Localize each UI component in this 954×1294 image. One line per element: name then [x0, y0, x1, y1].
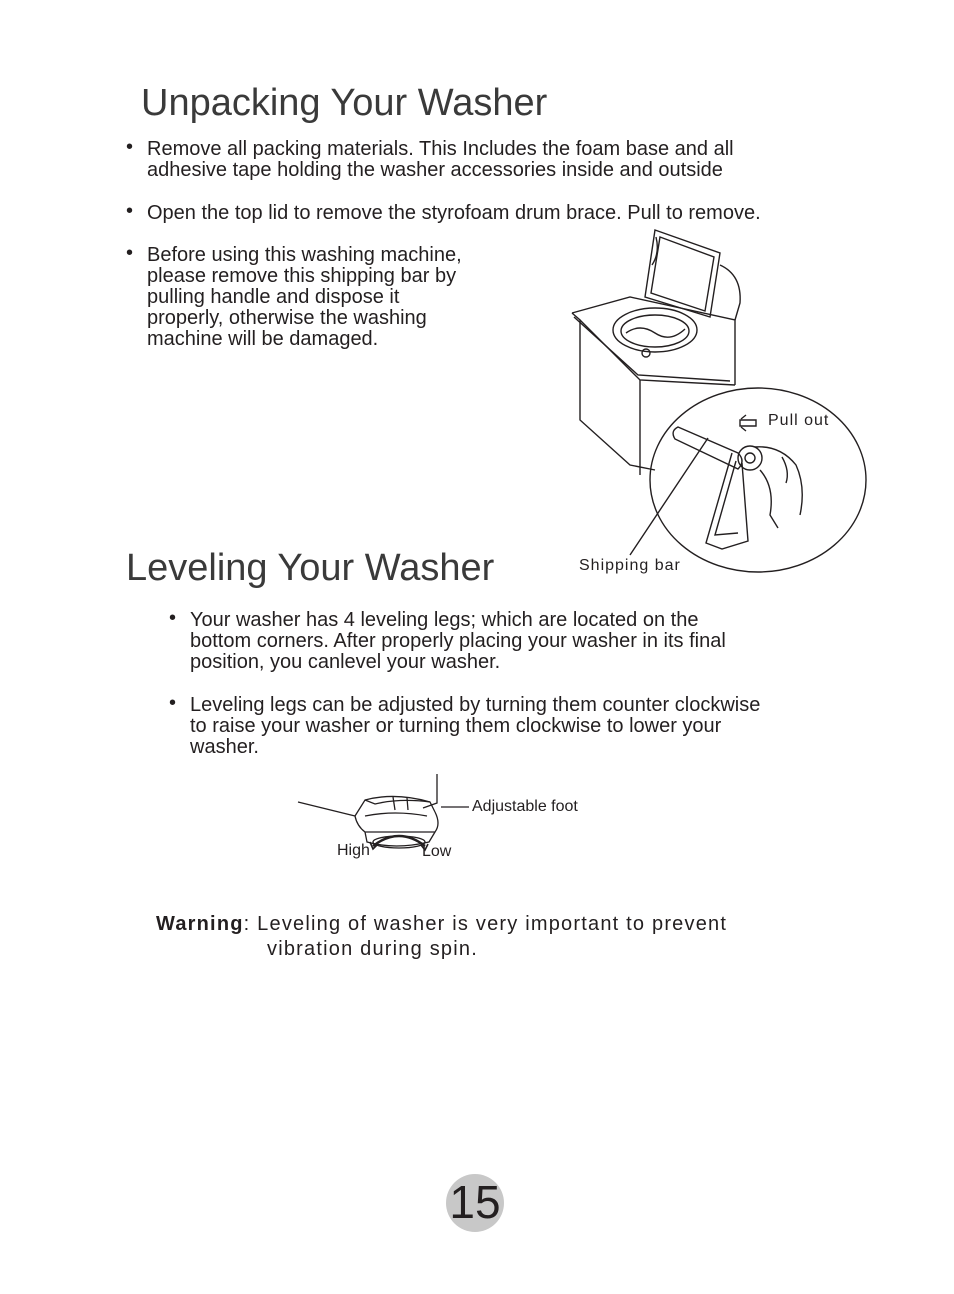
warning-text-cont: vibration during spin. [267, 938, 478, 960]
warning-text: : Leveling of washer is very important to prevent [243, 913, 728, 935]
list-item [169, 692, 761, 758]
low-label: Low [422, 843, 452, 860]
high-label: High [337, 842, 370, 859]
bullet-text: Leveling legs can be adjusted by turning them counter clockwise [190, 694, 761, 716]
adjustable-foot-label: Adjustable foot [472, 798, 578, 815]
bullet-text: pulling handle and dispose it [147, 286, 400, 308]
bullet-dot: • [169, 692, 177, 714]
warning-label: Warning [156, 913, 244, 935]
washer-shipping-bar-illustration [560, 225, 880, 580]
bullet-text: position, you canlevel your washer. [190, 651, 501, 673]
list-item [126, 200, 761, 224]
warning-note [156, 912, 727, 962]
bullet-text: Your washer has 4 leveling legs; which are located on the [190, 609, 699, 631]
bullet-text: to raise your washer or turning them clockwise to lower your [190, 715, 722, 737]
pull-out-label: Pull out [768, 412, 830, 429]
bullet-dot: • [169, 607, 177, 629]
bullet-dot: • [126, 136, 134, 158]
bullet-text: machine will be damaged. [147, 328, 379, 350]
bullet-text: bottom corners. After properly placing your washer in its final [190, 630, 726, 652]
bullet-text: Before using this washing machine, [147, 244, 462, 266]
bullet-text: properly, otherwise the washing [147, 307, 427, 329]
list-item [126, 136, 734, 181]
bullet-text: adhesive tape holding the washer accessories inside and outside [147, 159, 723, 181]
section-title-leveling: Leveling Your Washer [126, 547, 495, 589]
bullet-dot: • [126, 242, 134, 264]
bullet-dot: • [126, 200, 134, 222]
list-item [126, 242, 462, 350]
shipping-bar-label: Shipping bar [579, 557, 681, 574]
page-number: 15 [446, 1174, 504, 1232]
section-title-unpacking: Unpacking Your Washer [141, 82, 548, 124]
bullet-text: Open the top lid to remove the styrofoam drum brace. Pull to remove. [147, 202, 761, 224]
bullet-text: please remove this shipping bar by [147, 265, 457, 287]
list-item [169, 607, 726, 673]
bullet-text: Remove all packing materials. This Includes the foam base and all [147, 138, 734, 160]
bullet-text: washer. [190, 736, 259, 758]
